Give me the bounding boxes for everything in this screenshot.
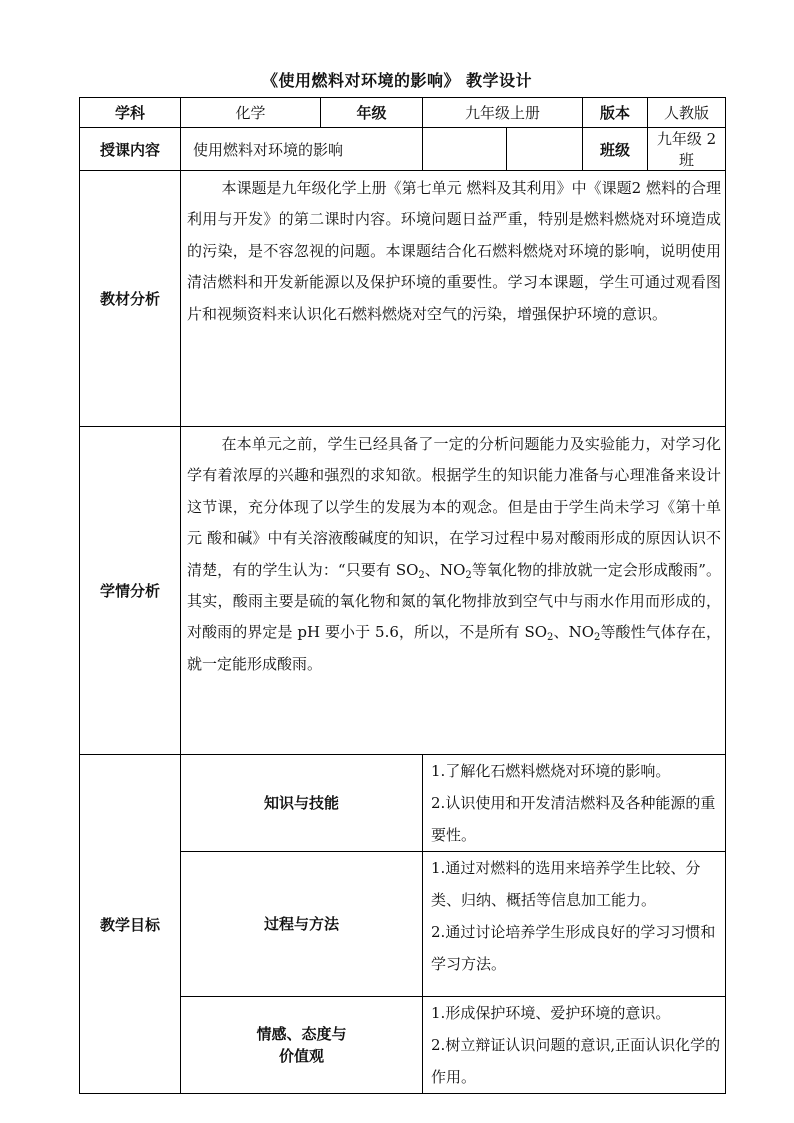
textbook-analysis-text: 本课题是九年级化学上册《第七单元 燃料及其利用》中《课题2 燃料的合理利用与开发》的第二课时内容。环境问题日益严重，特别是燃料燃烧对环境造成的污染，是不容忽视的问题。本课题结合化石燃料燃烧对环境的影响，说明使用清洁燃料和开发新能源以及保护环境的重要性。学习本课题，学生可通过观看图片和视频资料来认识化石燃料燃烧对空气的污染，增强保护环境的意识。	[187, 179, 722, 323]
page-title: 《使用燃料对环境的影响》 教学设计	[261, 71, 533, 90]
process-methods-label: 过程与方法	[181, 852, 423, 997]
empty-cell-1	[423, 128, 507, 171]
textbook-analysis-label: 教材分析	[80, 171, 181, 427]
student-analysis-text-cell	[181, 427, 726, 755]
attitude-values-items	[423, 997, 726, 1094]
knowledge-skills-label: 知识与技能	[181, 755, 423, 852]
student-analysis-row	[80, 427, 726, 755]
content-label: 授课内容	[80, 128, 181, 171]
grade-label: 年级	[321, 98, 423, 128]
process-methods-items	[423, 852, 726, 997]
info-row-subject	[80, 98, 726, 128]
goal-item: 1.了解化石燃料燃烧对环境的影响。	[431, 762, 671, 780]
subject-label: 学科	[80, 98, 181, 128]
teaching-goals-label: 教学目标	[80, 755, 181, 1094]
knowledge-skills-items	[423, 755, 726, 852]
edition-label: 版本	[583, 98, 648, 128]
goal-item: 2.树立辩证认识问题的意识,正面认识化学的作用。	[431, 1036, 721, 1086]
empty-cell-2	[507, 128, 583, 171]
textbook-analysis-row	[80, 171, 726, 427]
goal-item: 2.通过讨论培养学生形成良好的学习习惯和学习方法。	[431, 923, 716, 973]
subject-value: 化学	[181, 98, 321, 128]
student-analysis-text: 在本单元之前，学生已经具备了一定的分析问题能力及实验能力，对学习化学有着浓厚的兴趣和强烈的求知欲。根据学生的知识能力准备与心理准备来设计这节课，充分体现了以学生的发展为本的观念。但是由于学生尚未学习《第十单元 酸和碱》中有关溶液酸碱度的知识，在学习过程中易对酸雨形成的原因认识不清楚，有的学生认为：“只要有 $SO_2$、$NO_2$等氧化物的排放就一定会形成酸雨”。其实，酸雨主要是硫的氧化物和氮的氧化物排放到空气中与雨水作用而形成的，对酸雨的界定是 pH 要小于 5.6，所以，不是所有 $SO_2$、$NO_2$等酸性气体存在，就一定能形成酸雨。	[187, 435, 722, 673]
class-value: 九年级 2 班	[648, 128, 726, 171]
info-row-content	[80, 128, 726, 171]
grade-value: 九年级上册	[423, 98, 583, 128]
goal-item: 1.通过对燃料的选用来培养学生比较、分类、归纳、概括等信息加工能力。	[431, 859, 701, 909]
student-analysis-label: 学情分析	[80, 427, 181, 755]
content-value: 使用燃料对环境的影响	[181, 128, 423, 171]
goal-item: 1.形成保护环境、爱护环境的意识。	[431, 1004, 671, 1022]
lesson-plan-table	[79, 97, 726, 1094]
edition-value: 人教版	[648, 98, 726, 128]
goals-row-knowledge	[80, 755, 726, 852]
textbook-analysis-text-cell	[181, 171, 726, 427]
goal-item: 2.认识使用和开发清洁燃料及各种能源的重要性。	[431, 794, 716, 844]
attitude-values-label: 情感、态度与 价值观	[181, 997, 423, 1094]
class-label: 班级	[583, 128, 648, 171]
